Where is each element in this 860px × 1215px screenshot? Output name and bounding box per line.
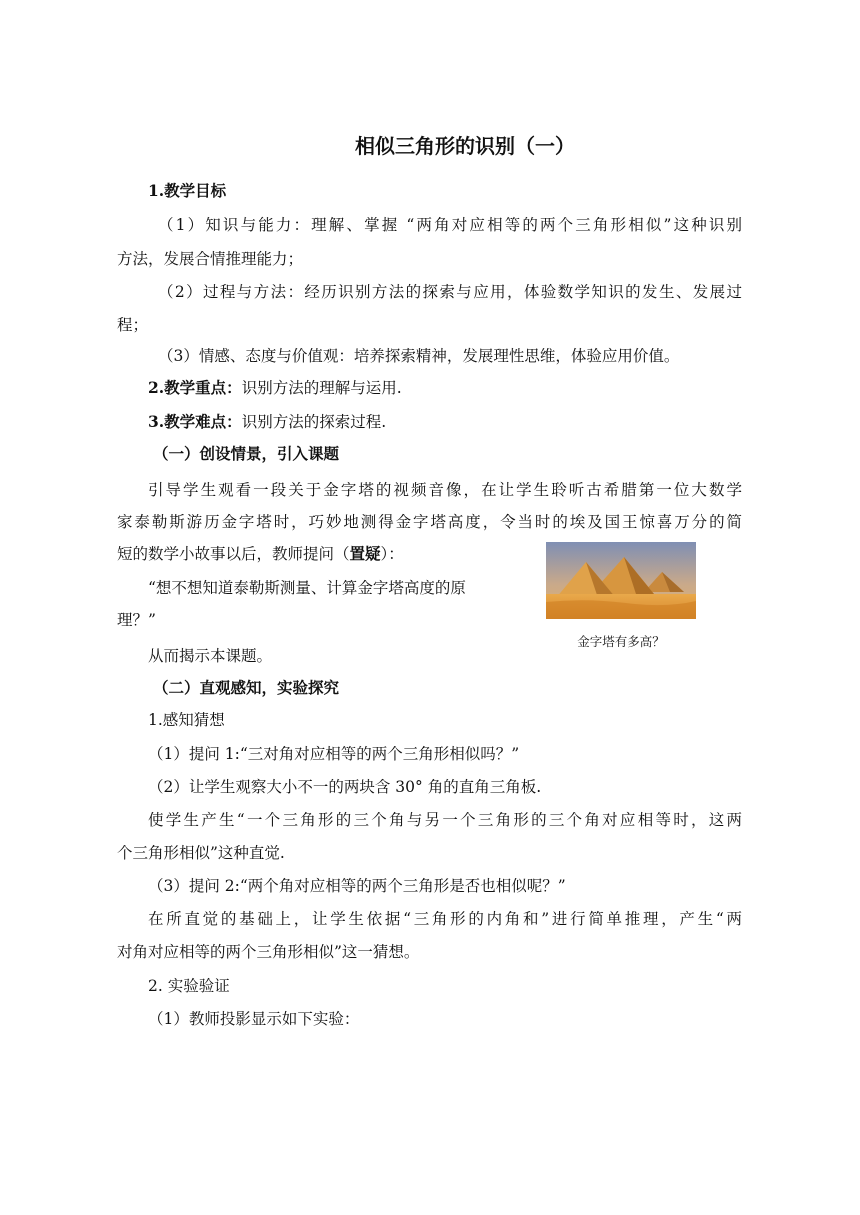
part2-line-1: 使学生产生“一个三角形的三个角与另一个三角形的三个角对应相等时，这两	[148, 811, 742, 829]
objective-3: （3）情感、态度与价值观：培养探索精神，发展理性思维，体验应用价值。	[158, 347, 680, 365]
part2-line-3: 在所直觉的基础上，让学生依据“三角形的内角和”进行简单推理，产生“两	[148, 910, 742, 928]
question-3: （3）提问 2:“两个角对应相等的两个三角形是否也相似呢？”	[148, 877, 566, 895]
part2-heading: （二）直观感知，实验探究	[153, 678, 340, 697]
objective-2-line-1: （2）过程与方法：经历识别方法的探索与应用，体验数学知识的发生、发展过	[158, 283, 742, 301]
key-point: 2.教学重点：识别方法的理解与运用.	[148, 378, 402, 397]
objectives-heading: 1.教学目标	[148, 181, 227, 200]
part1-line-3: 短的数学小故事以后，教师提问（置疑）：	[117, 544, 404, 563]
objective-1-line-2: 方法，发展合情推理能力；	[117, 250, 304, 268]
part1-line-6: 从而揭示本课题。	[148, 647, 273, 665]
question-2: （2）让学生观察大小不一的两块含 30° 角的直角三角板.	[148, 778, 542, 796]
part1-line-2: 家泰勒斯游历金字塔时，巧妙地测得金字塔高度，令当时的埃及国王惊喜万分的简	[117, 513, 742, 531]
pyramids-image	[546, 542, 696, 619]
question-1: （1）提问 1:“三对角对应相等的两个三角形相似吗？”	[148, 745, 520, 763]
objective-2-line-2: 程；	[117, 316, 149, 334]
part1-line-5: 理？”	[117, 611, 156, 629]
part1-line-1: 引导学生观看一段关于金字塔的视频音像，在让学生聆听古希腊第一位大数学	[148, 481, 742, 499]
part1-heading: （一）创设情景，引入课题	[153, 444, 340, 463]
part2-sub2: 2. 实验验证	[148, 977, 230, 995]
difficulty-point: 3.教学难点：识别方法的探索过程.	[148, 412, 387, 431]
part2-sub1: 1.感知猜想	[148, 711, 225, 729]
part1-line-4: “想不想知道泰勒斯测量、计算金字塔高度的原	[148, 579, 466, 597]
objective-1-line-1: （1）知识与能力：理解、掌握 “两角对应相等的两个三角形相似”这种识别	[158, 216, 742, 234]
question-4: （1）教师投影显示如下实验：	[148, 1010, 360, 1028]
part2-line-4: 对角对应相等的两个三角形相似”这一猜想。	[117, 943, 420, 961]
part2-line-2: 个三角形相似”这种直觉.	[117, 844, 285, 862]
figure-caption: 金字塔有多高？	[577, 634, 665, 649]
page-title: 相似三角形的识别（一）	[355, 134, 575, 158]
